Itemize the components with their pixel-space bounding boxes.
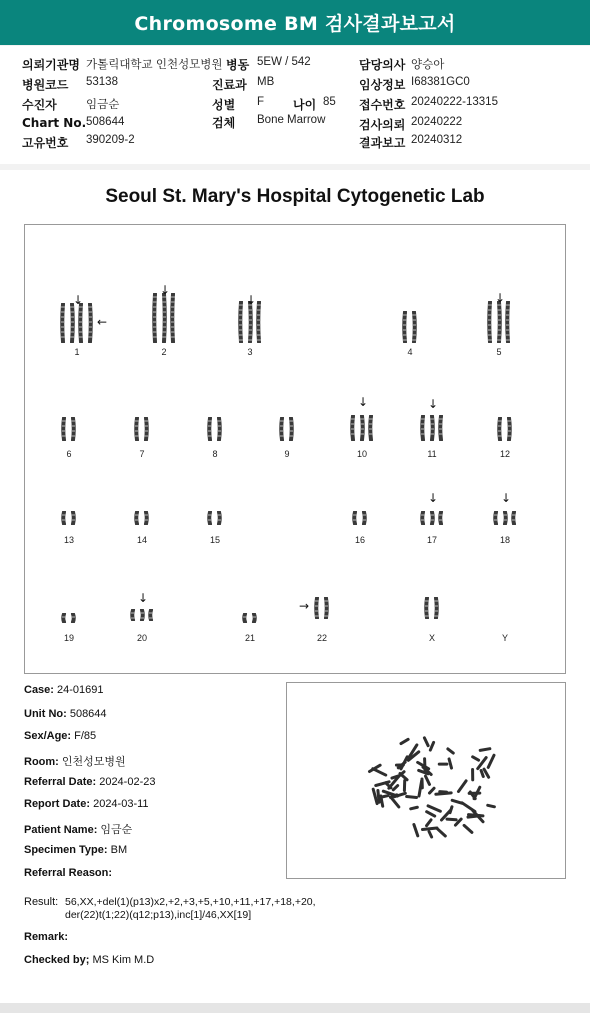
chromosome-label: 1 (74, 347, 80, 357)
clinical-info-value: I68381GC0 (411, 76, 470, 88)
chromosome-label: Y (501, 633, 508, 643)
chromosome-label: 14 (136, 535, 147, 545)
chromosome-label: 17 (426, 535, 437, 545)
chromosome-X (423, 597, 441, 619)
report-title: Chromosome BM 검사결과보고서 (134, 13, 456, 35)
id-no-value: 390209-2 (86, 134, 135, 146)
patient-value: 임금순 (86, 99, 120, 111)
sexage-row (24, 730, 96, 742)
room-row (24, 753, 126, 769)
sexage-value: F/85 (74, 730, 97, 742)
request-date-value: 20240222 (411, 116, 463, 128)
sexage-label: Sex/Age: (24, 730, 72, 742)
chromosome-label: 9 (284, 449, 290, 459)
chromosome-10 (349, 415, 376, 441)
page-footer (0, 1003, 590, 1013)
room-label: Room: (24, 756, 59, 768)
metaphase-spread (287, 683, 565, 878)
abnormality-arrow-icon: ↓ (428, 397, 439, 411)
chromosome-label: 13 (63, 535, 74, 545)
abnormality-arrow-icon: ↓ (138, 591, 149, 605)
patient-info-panel (0, 46, 590, 164)
chromosome-label: 15 (209, 535, 220, 545)
chromosome-4 (401, 311, 419, 343)
receipt-no-label: 접수번호 (359, 98, 406, 112)
specimen-label: 검체 (212, 116, 236, 130)
chromosome-6 (60, 417, 78, 441)
chromosome-17 (419, 511, 446, 525)
chromosome-12 (496, 417, 514, 441)
case-value: 24-01691 (57, 684, 104, 696)
checked-row (24, 954, 154, 966)
chromosome-15 (206, 511, 224, 525)
checked-value: MS Kim M.D (92, 954, 155, 966)
abnormality-arrow-icon: ↓ (160, 283, 171, 297)
chromosome-21 (241, 613, 259, 623)
receipt-no-value: 20240222-13315 (411, 96, 498, 108)
hospital-code-label: 병원코드 (22, 78, 69, 92)
chromosome-label: 20 (136, 633, 147, 643)
abnormality-arrow-icon: ↓ (73, 293, 84, 307)
age-label: 나이 (293, 98, 317, 112)
chromosome-16 (351, 511, 369, 525)
ward-value: 5EW / 542 (257, 56, 311, 68)
chromosome-label: 11 (427, 449, 437, 459)
result-line-1: 56,XX,+del(1)(p13)x2,+2,+3,+5,+10,+11,+17,+18,+20, (65, 896, 316, 908)
chromosome-label: 16 (354, 535, 365, 545)
report-date-row (24, 798, 149, 810)
report-title-bar (0, 0, 590, 45)
unit-label: Unit No: (24, 708, 67, 720)
request-date-label: 검사의뢰 (359, 118, 406, 132)
checked-label: Checked by; (24, 954, 90, 966)
age-value: 85 (323, 96, 336, 108)
patient-name-label: Patient Name: (24, 824, 98, 836)
chromosome-label: 12 (499, 449, 510, 459)
ward-label: 병동 (226, 58, 250, 72)
chromosome-label: 3 (247, 347, 253, 357)
chromosome-label: 7 (139, 449, 145, 459)
referral-date-value: 2024-02-23 (99, 776, 156, 788)
chromosome-8 (206, 417, 224, 441)
hospital-code-value: 53138 (86, 76, 118, 88)
patient-name-value: 임금순 (100, 824, 133, 836)
abnormality-arrow-icon: ↓ (428, 491, 439, 505)
lab-title: Seoul St. Mary's Hospital Cytogenetic Lab (105, 186, 485, 207)
chromosome-label: 18 (499, 535, 510, 545)
doctor-label: 담당의사 (359, 58, 406, 72)
chromosome-18 (492, 511, 519, 525)
report-date-value: 2024-03-11 (93, 798, 149, 810)
karyotype-report (0, 170, 590, 1003)
metaphase-image (286, 682, 566, 879)
doctor-value: 양승아 (411, 59, 445, 71)
id-no-label: 고유번호 (22, 136, 69, 150)
referral-reason-row (24, 867, 112, 879)
unit-value: 508644 (69, 708, 107, 720)
chromosome-label: 5 (496, 347, 502, 357)
chart-no-label: Chart No. (22, 116, 87, 130)
abnormality-arrow-icon: ↓ (501, 491, 512, 505)
abnormality-arrow-icon: ↓ (246, 293, 257, 307)
specimen-type-label: Specimen Type: (24, 844, 108, 856)
chromosome-label: X (428, 633, 435, 643)
chromosome-3 (237, 301, 264, 343)
chromosome-label: 22 (316, 633, 327, 643)
case-label: Case: (24, 684, 54, 696)
chromosome-7 (133, 417, 151, 441)
abnormality-arrow-icon: ← (97, 315, 108, 329)
chromosome-9 (278, 417, 296, 441)
chart-no-value: 508644 (86, 116, 125, 128)
specimen-value: Bone Marrow (257, 114, 326, 126)
referral-date-row (24, 776, 155, 788)
karyogram (24, 224, 566, 674)
chromosome-label: 4 (407, 347, 413, 357)
chromosome-label: 2 (161, 347, 167, 357)
chromosome-22 (313, 597, 331, 619)
specimen-type-value: BM (110, 844, 128, 856)
result-label: Result: (24, 896, 59, 908)
chromosome-11 (419, 415, 446, 441)
chromosome-1 (59, 303, 95, 343)
abnormality-arrow-icon: → (299, 599, 310, 613)
clinical-info-label: 임상정보 (359, 78, 406, 92)
chromosome-label: 21 (244, 633, 255, 643)
result-report-label: 결과보고 (359, 136, 406, 150)
dept-label: 진료과 (212, 78, 247, 92)
chromosome-5 (486, 301, 513, 343)
sex-label: 성별 (212, 98, 236, 112)
room-value: 인천성모병원 (61, 756, 126, 768)
chromosome-2 (151, 293, 178, 343)
abnormality-arrow-icon: ↓ (495, 291, 506, 305)
abnormality-arrow-icon: ↓ (358, 395, 369, 409)
chromosome-19 (60, 613, 78, 623)
remark-label: Remark: (24, 931, 69, 943)
chromosome-13 (60, 511, 78, 525)
report-date-label: Report Date: (24, 798, 91, 810)
result-report-value: 20240312 (411, 134, 463, 146)
case-row (24, 684, 104, 696)
chromosome-label: 8 (212, 449, 218, 459)
result-line-2: der(22)t(1;22)(q12;p13),inc[1]/46,XX[19] (65, 909, 252, 921)
chromosome-label: 10 (356, 449, 367, 459)
specimen-type-row (24, 844, 127, 856)
unit-row (24, 708, 107, 720)
chromosome-20 (129, 609, 156, 621)
ordering-org-label: 의뢰기관명 (22, 58, 80, 72)
chromosome-label: 6 (66, 449, 72, 459)
sex-value: F (257, 96, 265, 108)
chromosome-14 (133, 511, 151, 525)
referral-date-label: Referral Date: (24, 776, 97, 788)
patient-name-row (24, 821, 132, 837)
ordering-org-value: 가톨릭대학교 인천성모병원 (86, 59, 223, 71)
patient-label: 수진자 (22, 98, 57, 112)
dept-value: MB (257, 76, 275, 88)
referral-reason-label: Referral Reason: (24, 867, 113, 879)
chromosome-label: 19 (63, 633, 74, 643)
